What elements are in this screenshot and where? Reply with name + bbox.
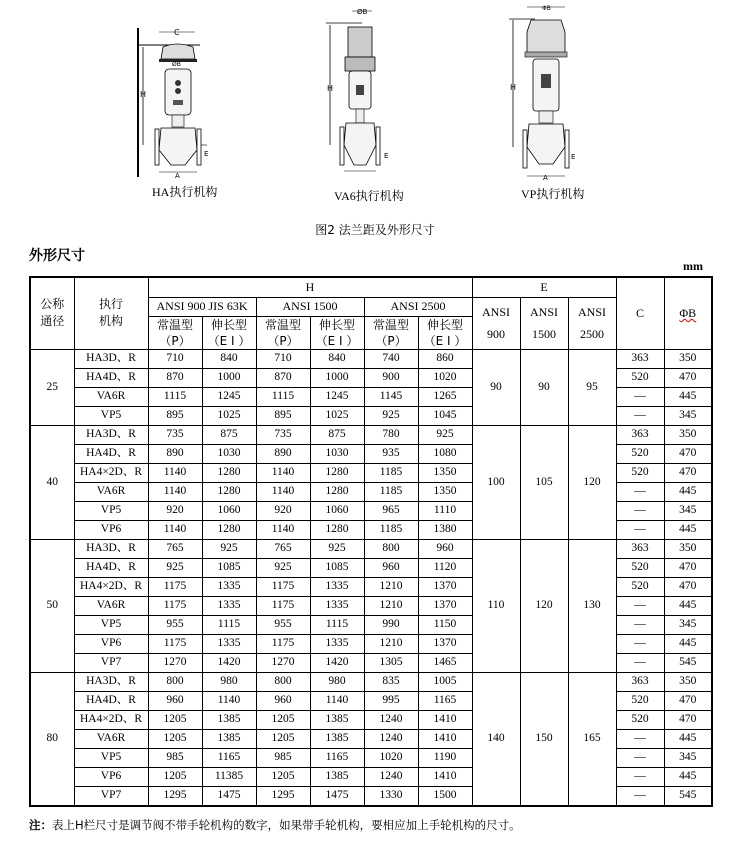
vp-caption: VP执行机构 xyxy=(521,187,585,201)
actuator-cell: VA6R xyxy=(74,596,148,615)
h-value-cell: 1140 xyxy=(148,482,202,501)
actuator-cell: HA4D、R xyxy=(74,691,148,710)
e-value-cell: 95 xyxy=(568,349,616,425)
svg-text:A: A xyxy=(175,172,180,180)
table-row xyxy=(30,672,712,691)
h-value-cell: 840 xyxy=(310,349,364,368)
h-value-cell: 875 xyxy=(202,425,256,444)
c-value-cell: 520 xyxy=(616,463,664,482)
c-value-cell: 520 xyxy=(616,558,664,577)
h-value-cell: 1190 xyxy=(418,748,472,767)
section-title: 外形尺寸 xyxy=(29,248,85,264)
c-value-cell: 363 xyxy=(616,539,664,558)
actuator-cell: VP5 xyxy=(74,748,148,767)
svg-text:ØB: ØB xyxy=(357,8,368,16)
svg-text:C: C xyxy=(174,28,180,37)
h-value-cell: 925 xyxy=(256,558,310,577)
actuator-cell: VP7 xyxy=(74,653,148,672)
phib-value-cell: 470 xyxy=(664,463,712,482)
h-value-cell: 1110 xyxy=(418,501,472,520)
h-value-cell: 955 xyxy=(148,615,202,634)
h-value-cell: 1210 xyxy=(364,596,418,615)
h-value-cell: 1335 xyxy=(310,634,364,653)
actuator-cell: VP6 xyxy=(74,767,148,786)
header-phib: ΦB xyxy=(664,277,712,349)
h-value-cell: 1080 xyxy=(418,444,472,463)
nominal-diameter-cell: 40 xyxy=(30,425,74,539)
figure-title: 图2 法兰距及外形尺寸 xyxy=(315,223,435,237)
c-value-cell: — xyxy=(616,615,664,634)
svg-text:H: H xyxy=(327,84,334,93)
e-value-cell: 120 xyxy=(520,539,568,672)
header-ansi1500: ANSI 1500 xyxy=(256,297,364,316)
h-value-cell: 980 xyxy=(310,672,364,691)
h-value-cell: 800 xyxy=(364,539,418,558)
actuator-cell: VA6R xyxy=(74,482,148,501)
h-value-cell: 1370 xyxy=(418,634,472,653)
h-value-cell: 955 xyxy=(256,615,310,634)
e-value-cell: 90 xyxy=(472,349,520,425)
h-value-cell: 1240 xyxy=(364,729,418,748)
h-value-cell: 860 xyxy=(418,349,472,368)
header-e-ansi900: ANSI 900 xyxy=(472,297,520,349)
h-value-cell: 1335 xyxy=(202,577,256,596)
h-value-cell: 1175 xyxy=(148,634,202,653)
c-value-cell: 520 xyxy=(616,368,664,387)
header-h-sub-ei: 伸长型 （E I ） xyxy=(310,316,364,349)
h-value-cell: 960 xyxy=(364,558,418,577)
h-value-cell: 925 xyxy=(364,406,418,425)
h-value-cell: 895 xyxy=(148,406,202,425)
h-value-cell: 1385 xyxy=(310,767,364,786)
h-value-cell: 1385 xyxy=(202,729,256,748)
phib-value-cell: 345 xyxy=(664,406,712,425)
c-value-cell: 363 xyxy=(616,425,664,444)
h-value-cell: 1025 xyxy=(202,406,256,425)
h-value-cell: 1175 xyxy=(256,596,310,615)
h-value-cell: 1185 xyxy=(364,520,418,539)
h-value-cell: 1150 xyxy=(418,615,472,634)
actuator-cell: HA4D、R xyxy=(74,368,148,387)
phib-value-cell: 445 xyxy=(664,634,712,653)
phib-value-cell: 350 xyxy=(664,672,712,691)
e-value-cell: 105 xyxy=(520,425,568,539)
phib-value-cell: 445 xyxy=(664,596,712,615)
actuator-cell: HA4D、R xyxy=(74,444,148,463)
h-value-cell: 1210 xyxy=(364,634,418,653)
c-value-cell: — xyxy=(616,406,664,425)
h-value-cell: 1085 xyxy=(310,558,364,577)
table-row xyxy=(30,349,712,368)
h-value-cell: 1120 xyxy=(418,558,472,577)
h-value-cell: 1335 xyxy=(310,577,364,596)
h-value-cell: 1385 xyxy=(310,729,364,748)
h-value-cell: 1205 xyxy=(256,729,310,748)
header-nominal-diameter: 公称 通径 xyxy=(30,277,74,349)
actuator-cell: HA3D、R xyxy=(74,672,148,691)
h-value-cell: 1165 xyxy=(418,691,472,710)
h-value-cell: 800 xyxy=(256,672,310,691)
phib-value-cell: 545 xyxy=(664,653,712,672)
h-value-cell: 835 xyxy=(364,672,418,691)
h-value-cell: 1020 xyxy=(364,748,418,767)
h-value-cell: 1280 xyxy=(202,463,256,482)
va6-actuator-drawing xyxy=(322,5,407,175)
table-row xyxy=(30,539,712,558)
h-value-cell: 1165 xyxy=(310,748,364,767)
h-value-cell: 1045 xyxy=(418,406,472,425)
header-h-sub-ei: 伸长型 （E I ） xyxy=(418,316,472,349)
c-value-cell: — xyxy=(616,786,664,806)
c-value-cell: — xyxy=(616,653,664,672)
h-value-cell: 1270 xyxy=(148,653,202,672)
svg-text:ΦB: ΦB xyxy=(542,5,551,12)
h-value-cell: 1030 xyxy=(202,444,256,463)
h-value-cell: 1175 xyxy=(148,577,202,596)
nominal-diameter-cell: 50 xyxy=(30,539,74,672)
phib-value-cell: 445 xyxy=(664,520,712,539)
h-value-cell: 895 xyxy=(256,406,310,425)
h-value-cell: 1280 xyxy=(202,520,256,539)
h-value-cell: 1330 xyxy=(364,786,418,806)
c-value-cell: 520 xyxy=(616,577,664,596)
h-value-cell: 1410 xyxy=(418,710,472,729)
unit-label: mm xyxy=(683,259,703,273)
e-value-cell: 120 xyxy=(568,425,616,539)
svg-text:H: H xyxy=(140,90,147,99)
h-value-cell: 840 xyxy=(202,349,256,368)
h-value-cell: 1115 xyxy=(310,615,364,634)
h-value-cell: 990 xyxy=(364,615,418,634)
h-value-cell: 900 xyxy=(364,368,418,387)
c-value-cell: 520 xyxy=(616,444,664,463)
h-value-cell: 1410 xyxy=(418,729,472,748)
h-value-cell: 710 xyxy=(256,349,310,368)
h-value-cell: 920 xyxy=(148,501,202,520)
h-value-cell: 1280 xyxy=(310,482,364,501)
h-value-cell: 710 xyxy=(148,349,202,368)
h-value-cell: 1175 xyxy=(256,577,310,596)
h-value-cell: 1370 xyxy=(418,596,472,615)
h-value-cell: 980 xyxy=(202,672,256,691)
phib-value-cell: 345 xyxy=(664,615,712,634)
phib-value-cell: 445 xyxy=(664,729,712,748)
phib-value-cell: 470 xyxy=(664,710,712,729)
phib-value-cell: 545 xyxy=(664,786,712,806)
h-value-cell: 1000 xyxy=(310,368,364,387)
header-h-sub-ei: 伸长型 （E I ） xyxy=(202,316,256,349)
h-value-cell: 1175 xyxy=(256,634,310,653)
h-value-cell: 765 xyxy=(148,539,202,558)
phib-value-cell: 470 xyxy=(664,444,712,463)
svg-text:E: E xyxy=(571,153,576,161)
svg-text:E: E xyxy=(384,152,389,160)
actuator-cell: HA4×2D、R xyxy=(74,710,148,729)
h-value-cell: 1000 xyxy=(202,368,256,387)
actuator-cell: VP5 xyxy=(74,615,148,634)
c-value-cell: — xyxy=(616,634,664,653)
table-body xyxy=(30,349,712,806)
h-value-cell: 1350 xyxy=(418,463,472,482)
h-value-cell: 995 xyxy=(364,691,418,710)
h-value-cell: 1140 xyxy=(202,691,256,710)
h-value-cell: 1385 xyxy=(202,710,256,729)
h-value-cell: 780 xyxy=(364,425,418,444)
h-value-cell: 1205 xyxy=(148,710,202,729)
phib-value-cell: 350 xyxy=(664,539,712,558)
nominal-diameter-cell: 25 xyxy=(30,349,74,425)
va6-caption: VA6执行机构 xyxy=(334,189,404,203)
header-e: E xyxy=(472,277,616,297)
h-value-cell: 925 xyxy=(310,539,364,558)
header-h-sub-p: 常温型 （P） xyxy=(256,316,310,349)
phib-value-cell: 350 xyxy=(664,349,712,368)
h-value-cell: 1280 xyxy=(310,520,364,539)
table-row xyxy=(30,425,712,444)
c-value-cell: 363 xyxy=(616,349,664,368)
header-e-ansi1500: ANSI 1500 xyxy=(520,297,568,349)
svg-text:ØB: ØB xyxy=(172,61,181,68)
h-value-cell: 870 xyxy=(148,368,202,387)
h-value-cell: 890 xyxy=(148,444,202,463)
h-value-cell: 1500 xyxy=(418,786,472,806)
h-value-cell: 1185 xyxy=(364,482,418,501)
phib-value-cell: 445 xyxy=(664,387,712,406)
actuator-cell: VP7 xyxy=(74,786,148,806)
vp-actuator-drawing xyxy=(505,2,590,182)
h-value-cell: 1350 xyxy=(418,482,472,501)
phib-value-cell: 470 xyxy=(664,577,712,596)
e-value-cell: 150 xyxy=(520,672,568,806)
e-value-cell: 110 xyxy=(472,539,520,672)
actuator-cell: HA3D、R xyxy=(74,349,148,368)
h-value-cell: 1165 xyxy=(202,748,256,767)
h-value-cell: 925 xyxy=(148,558,202,577)
valve-figures xyxy=(0,0,750,203)
ha-caption: HA执行机构 xyxy=(152,185,218,199)
header-h-sub-p: 常温型 （P） xyxy=(364,316,418,349)
h-value-cell: 890 xyxy=(256,444,310,463)
actuator-cell: HA4D、R xyxy=(74,558,148,577)
h-value-cell: 1420 xyxy=(310,653,364,672)
h-value-cell: 1140 xyxy=(148,520,202,539)
h-value-cell: 875 xyxy=(310,425,364,444)
h-value-cell: 1115 xyxy=(256,387,310,406)
footnote: 注：表上H栏尺寸是调节阀不带手轮机构的数字，如果带手轮机构，要相应加上手轮机构的尺寸。 xyxy=(29,818,521,832)
h-value-cell: 1030 xyxy=(310,444,364,463)
h-value-cell: 925 xyxy=(202,539,256,558)
actuator-cell: VA6R xyxy=(74,387,148,406)
header-h: H xyxy=(148,277,472,297)
h-value-cell: 1295 xyxy=(256,786,310,806)
h-value-cell: 1280 xyxy=(310,463,364,482)
h-value-cell: 1305 xyxy=(364,653,418,672)
h-value-cell: 1210 xyxy=(364,577,418,596)
h-value-cell: 1185 xyxy=(364,463,418,482)
h-value-cell: 965 xyxy=(364,501,418,520)
c-value-cell: 520 xyxy=(616,691,664,710)
header-ansi2500: ANSI 2500 xyxy=(364,297,472,316)
nominal-diameter-cell: 80 xyxy=(30,672,74,806)
h-value-cell: 1145 xyxy=(364,387,418,406)
h-value-cell: 1380 xyxy=(418,520,472,539)
c-value-cell: — xyxy=(616,748,664,767)
h-value-cell: 985 xyxy=(148,748,202,767)
actuator-cell: HA4×2D、R xyxy=(74,463,148,482)
h-value-cell: 1420 xyxy=(202,653,256,672)
h-value-cell: 1270 xyxy=(256,653,310,672)
header-c: C xyxy=(616,277,664,349)
h-value-cell: 1280 xyxy=(202,482,256,501)
phib-value-cell: 470 xyxy=(664,691,712,710)
actuator-cell: VP6 xyxy=(74,634,148,653)
phib-value-cell: 345 xyxy=(664,748,712,767)
h-value-cell: 1115 xyxy=(148,387,202,406)
h-value-cell: 1385 xyxy=(310,710,364,729)
h-value-cell: 1085 xyxy=(202,558,256,577)
h-value-cell: 740 xyxy=(364,349,418,368)
h-value-cell: 920 xyxy=(256,501,310,520)
phib-value-cell: 445 xyxy=(664,482,712,501)
h-value-cell: 935 xyxy=(364,444,418,463)
h-value-cell: 960 xyxy=(256,691,310,710)
h-value-cell: 1140 xyxy=(256,520,310,539)
h-value-cell: 735 xyxy=(148,425,202,444)
svg-text:A: A xyxy=(543,174,548,182)
h-value-cell: 1335 xyxy=(202,634,256,653)
dimensions-table xyxy=(29,276,713,807)
phib-value-cell: 470 xyxy=(664,368,712,387)
h-value-cell: 1240 xyxy=(364,710,418,729)
h-value-cell: 11385 xyxy=(202,767,256,786)
h-value-cell: 1020 xyxy=(418,368,472,387)
h-value-cell: 1370 xyxy=(418,577,472,596)
h-value-cell: 1240 xyxy=(364,767,418,786)
h-value-cell: 985 xyxy=(256,748,310,767)
c-value-cell: 363 xyxy=(616,672,664,691)
svg-text:E: E xyxy=(204,150,209,158)
h-value-cell: 765 xyxy=(256,539,310,558)
c-value-cell: — xyxy=(616,729,664,748)
h-value-cell: 1245 xyxy=(202,387,256,406)
header-e-ansi2500: ANSI 2500 xyxy=(568,297,616,349)
table-header xyxy=(30,277,712,349)
h-value-cell: 1465 xyxy=(418,653,472,672)
c-value-cell: — xyxy=(616,482,664,501)
c-value-cell: — xyxy=(616,596,664,615)
svg-text:H: H xyxy=(510,83,517,92)
c-value-cell: — xyxy=(616,767,664,786)
phib-value-cell: 350 xyxy=(664,425,712,444)
h-value-cell: 1205 xyxy=(148,729,202,748)
e-value-cell: 140 xyxy=(472,672,520,806)
actuator-cell: HA3D、R xyxy=(74,425,148,444)
h-value-cell: 1245 xyxy=(310,387,364,406)
h-value-cell: 1140 xyxy=(256,463,310,482)
actuator-cell: VA6R xyxy=(74,729,148,748)
h-value-cell: 1475 xyxy=(310,786,364,806)
e-value-cell: 165 xyxy=(568,672,616,806)
e-value-cell: 90 xyxy=(520,349,568,425)
phib-value-cell: 345 xyxy=(664,501,712,520)
e-value-cell: 130 xyxy=(568,539,616,672)
h-value-cell: 1005 xyxy=(418,672,472,691)
h-value-cell: 1175 xyxy=(148,596,202,615)
h-value-cell: 1265 xyxy=(418,387,472,406)
h-value-cell: 1060 xyxy=(310,501,364,520)
h-value-cell: 1335 xyxy=(202,596,256,615)
h-value-cell: 960 xyxy=(148,691,202,710)
header-ansi900: ANSI 900 JIS 63K xyxy=(148,297,256,316)
h-value-cell: 735 xyxy=(256,425,310,444)
h-value-cell: 1335 xyxy=(310,596,364,615)
h-value-cell: 1475 xyxy=(202,786,256,806)
h-value-cell: 1140 xyxy=(310,691,364,710)
actuator-cell: VP6 xyxy=(74,520,148,539)
actuator-cell: HA3D、R xyxy=(74,539,148,558)
actuator-cell: VP5 xyxy=(74,406,148,425)
header-h-sub-p: 常温型 （P） xyxy=(148,316,202,349)
h-value-cell: 1140 xyxy=(256,482,310,501)
h-value-cell: 960 xyxy=(418,539,472,558)
h-value-cell: 870 xyxy=(256,368,310,387)
c-value-cell: — xyxy=(616,387,664,406)
phib-value-cell: 470 xyxy=(664,558,712,577)
h-value-cell: 925 xyxy=(418,425,472,444)
ha-actuator-drawing xyxy=(135,25,225,180)
h-value-cell: 1115 xyxy=(202,615,256,634)
actuator-cell: HA4×2D、R xyxy=(74,577,148,596)
h-value-cell: 1205 xyxy=(256,767,310,786)
h-value-cell: 1060 xyxy=(202,501,256,520)
actuator-cell: VP5 xyxy=(74,501,148,520)
c-value-cell: 520 xyxy=(616,710,664,729)
phib-value-cell: 445 xyxy=(664,767,712,786)
h-value-cell: 800 xyxy=(148,672,202,691)
h-value-cell: 1025 xyxy=(310,406,364,425)
h-value-cell: 1205 xyxy=(256,710,310,729)
h-value-cell: 1140 xyxy=(148,463,202,482)
h-value-cell: 1295 xyxy=(148,786,202,806)
c-value-cell: — xyxy=(616,501,664,520)
header-actuator: 执行 机构 xyxy=(74,277,148,349)
e-value-cell: 100 xyxy=(472,425,520,539)
h-value-cell: 1205 xyxy=(148,767,202,786)
c-value-cell: — xyxy=(616,520,664,539)
h-value-cell: 1410 xyxy=(418,767,472,786)
